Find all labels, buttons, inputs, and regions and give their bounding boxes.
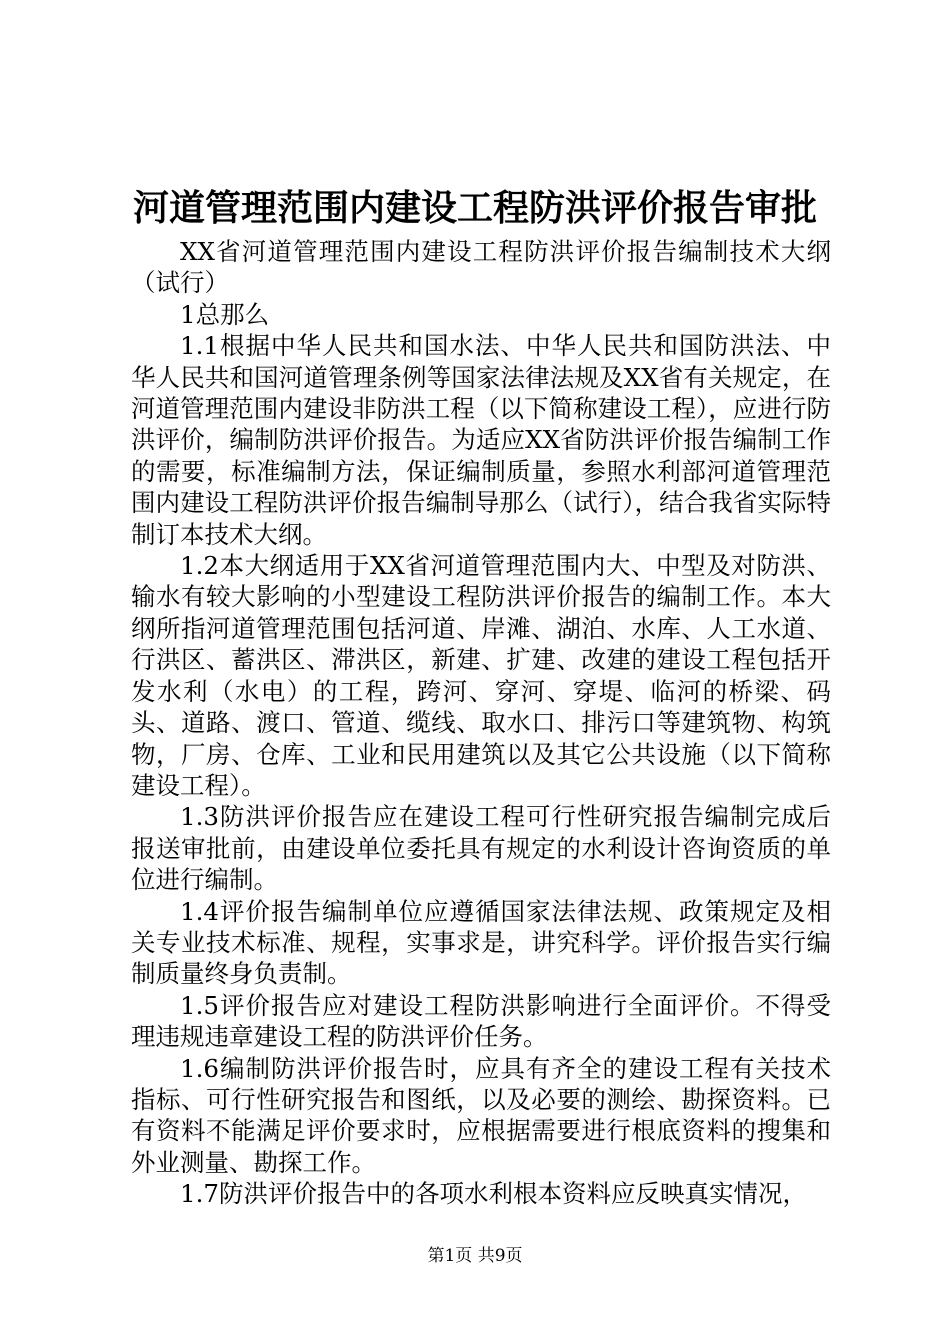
paragraph-1-5: 1.5评价报告应对建设工程防洪影响进行全面评价。不得受理违规违章建设工程的防洪评价任务。: [131, 990, 831, 1052]
paragraph-1-3: 1.3防洪评价报告应在建设工程可行性研究报告编制完成后报送审批前，由建设单位委托具有规定的水利设计咨询资质的单位进行编制。: [131, 802, 831, 895]
page-footer: 第1页 共9页: [427, 1246, 523, 1266]
paragraph-1-1: 1.1根据中华人民共和国水法、中华人民共和国防洪法、中华人民共和国河道管理条例等国家法律法规及XX省有关规定，在河道管理范围内建设非防洪工程（以下简称建设工程），应进行防洪评价，编制防洪评价报告。为适应XX省防洪评价报告编制工作的需要，标准编制方法，保证编制质量，参照水利部河道管理范围内建设工程防洪评价报告编制导那么（试行），结合我省实际特制订本技术大纲。: [131, 331, 831, 549]
section-heading: 1总那么: [180, 299, 270, 329]
paragraph-1-4: 1.4评价报告编制单位应遵循国家法律法规、政策规定及相关专业技术标准、规程，实事求是，讲究科学。评价报告实行编制质量终身负责制。: [131, 896, 831, 989]
document-body: [131, 236, 831, 1210]
subtitle-paragraph: XX省河道管理范围内建设工程防洪评价报告编制技术大纲（试行）: [131, 237, 831, 298]
paragraph-1-7: 1.7防洪评价报告中的各项水利根本资料应反映真实情况，: [180, 1179, 807, 1209]
document-title: 河道管理范围内建设工程防洪评价报告审批: [132, 187, 817, 229]
paragraph-1-2: 1.2本大纲适用于XX省河道管理范围内大、中型及对防洪、输水有较大影响的小型建设工程防洪评价报告的编制工作。本大纲所指河道管理范围包括河道、岸滩、湖泊、水库、人工水道、行洪区、蓄洪区、滞洪区，新建、扩建、改建的建设工程包括开发水利（水电）的工程，跨河、穿河、穿堤、临河的桥梁、码头、道路、渡口、管道、缆线、取水口、排污口等建筑物、构筑物，厂房、仓库、工业和民用建筑以及其它公共设施（以下简称建设工程）。: [131, 551, 831, 800]
paragraph-1-6: 1.6编制防洪评价报告时，应具有齐全的建设工程有关技术指标、可行性研究报告和图纸，以及必要的测绘、勘探资料。已有资料不能满足评价要求时，应根据需要进行根底资料的搜集和外业测量、勘探工作。: [131, 1053, 831, 1177]
